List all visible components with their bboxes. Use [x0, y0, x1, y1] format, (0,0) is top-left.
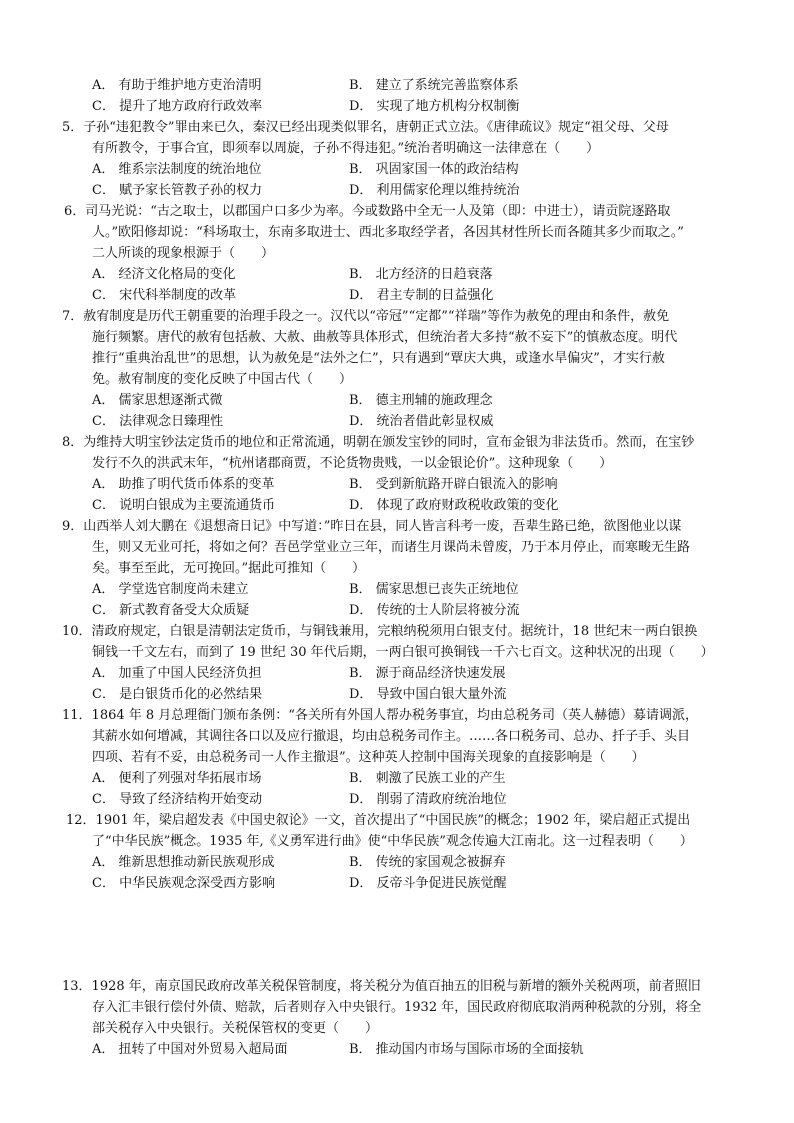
q8-option-b: B． 受到新航路开辟白银流入的影响 [349, 477, 558, 492]
q8-stem-line-1: 8．为维持大明宝钞法定货币的地位和正常流通，明朝在颁发宝钞的同时，宣布金银为非法货币。然而，在宝钞 [62, 435, 695, 450]
q11-option-d: D． 削弱了清政府统治地位 [349, 792, 507, 807]
q13-stem-line-3: 部关税存入中央银行。关税保管权的变更（ ） [92, 1021, 379, 1036]
q6-stem-line-3: 二人所谈的现象根源于（ ） [92, 246, 275, 261]
q8-stem-line-2: 发行不久的洪武末年，“杭州诸郡商贾，不论货物贵贱，一以金银论价”。这种现象（ ） [92, 456, 613, 471]
q11-stem-line-3: 四项、若有不妥，由总税务司一人作主撤退”。这种英人控制中国海关现象的直接影响是（ ） [92, 750, 645, 765]
q7-option-c: C． 法律观念日臻理性 [92, 414, 224, 429]
q13-stem-line-2: 存入汇丰银行偿付外债、赔款，后者则存入中央银行。1932 年，国民政府彻底取消两种税款的分别，将全 [92, 1000, 702, 1015]
q9-option-d: D． 传统的士人阶层将被分流 [349, 603, 520, 618]
q10-option-c: C． 是白银货币化的必然结果 [92, 687, 263, 702]
q4-option-c: C． 提升了地方政府行政效率 [92, 99, 263, 114]
q6-stem-line-1: 6．司马光说：“古之取士，以郡国户口多少为率。今或数路中全无一人及第（即：中进士），请贡院逐路取 [64, 204, 671, 219]
q5-option-d: D． 利用儒家伦理以维持统治 [349, 183, 520, 198]
q9-stem-line-3: 矣。事至至此，无可挽回。”据此可推知（ ） [92, 561, 366, 576]
q7-option-b: B． 德主刑辅的施政理念 [349, 393, 493, 408]
q5-option-a: A． 维系宗法制度的统治地位 [92, 162, 262, 177]
q10-option-d: D． 导致中国白银大量外流 [349, 687, 507, 702]
q6-option-b: B． 北方经济的日趋衰落 [349, 267, 493, 282]
q5-stem-line-2: 有所教令，于事合宜，即须奉以周旋，子孙不得违犯。”统治者明确这一法律意在（ ） [92, 141, 600, 156]
q4-option-b: B． 建立了系统完善监察体系 [349, 78, 519, 93]
q5-stem-line-1: 5．子孙“违犯教令”罪由来已久，秦汉已经出现类似罪名，唐朝正式立法。《唐律疏议》规定“祖父母、父母 [62, 120, 669, 135]
q4-option-d: D． 实现了地方机构分权制衡 [349, 99, 520, 114]
q6-option-d: D． 君主专制的日益强化 [349, 288, 494, 303]
q11-stem-line-2: 其薪水如何增减，其调往各口以及应行撤退，均由总税务司作主。……各口税务司、总办、扦子手、头目 [92, 729, 691, 744]
q9-option-a: A． 学堂选官制度尚未建立 [92, 582, 249, 597]
q6-option-c: C． 宋代科举制度的改革 [92, 288, 237, 303]
q12-stem-line-1: 12．1901 年，梁启超发表《中国史叙论》一文，首次提出了“中国民族”的概念；1902 年，梁启超正式提出 [66, 813, 691, 828]
q9-stem-line-2: 生，则又无业可托，将如之何？吾邑学堂业立三年，而诸生月课尚未曾废，乃于本月停止，而寒畯无生路 [92, 540, 691, 555]
q7-stem-line-4: 免。赦宥制度的变化反映了中国古代（ ） [92, 372, 353, 387]
q12-option-d: D． 反帝斗争促进民族觉醒 [349, 876, 507, 891]
q10-option-b: B． 源于商品经济快速发展 [349, 666, 506, 681]
q9-option-b: B． 儒家思想已丧失正统地位 [349, 582, 519, 597]
q12-stem-line-2: 了“中华民族”概念。1935 年,《义勇军进行曲》使“中华民族”观念传遍大江南北。这一过程表明（ ） [92, 834, 693, 849]
q7-option-a: A． 儒家思想逐渐式微 [92, 393, 223, 408]
q12-option-b: B． 传统的家国观念被摒弃 [349, 855, 506, 870]
q11-option-c: C． 导致了经济结构开始变动 [92, 792, 263, 807]
q10-option-a: A． 加重了中国人民经济负担 [92, 666, 262, 681]
q9-stem-line-1: 9．山西举人刘大鹏在《退想斋日记》中写道：”昨日在县，同人皆言科考一废，吾辈生路已绝，欲图他业以谋 [62, 519, 682, 534]
q10-stem-line-2: 铜钱一千文左右，而到了 19 世纪 30 年代后期，一两白银可换铜钱一千六七百文。这种状况的出现（ ） [92, 645, 714, 660]
q10-stem-line-1: 10．清政府规定，白银是清朝法定货币，与铜钱兼用，完粮纳税须用白银支付。据统计，18 世纪末一两白银换 [62, 624, 698, 639]
q7-option-d: D． 统治者借此彰显权威 [349, 414, 494, 429]
q11-option-b: B． 刺激了民族工业的产生 [349, 771, 506, 786]
q7-stem-line-2: 施行频繁。唐代的赦宥包括赦、大赦、曲赦等具体形式，但统治者大多持“赦不妄下”的慎赦态度。明代 [92, 330, 678, 345]
q12-option-a: A． 维新思想推动新民族观形成 [92, 855, 275, 870]
q9-option-c: C． 新式教育备受大众质疑 [92, 603, 250, 618]
q8-option-c: C． 说明白银成为主要流通货币 [92, 498, 276, 513]
q13-option-a: A． 扭转了中国对外贸易入超局面 [92, 1042, 288, 1057]
q11-option-a: A． 便利了列强对华拓展市场 [92, 771, 262, 786]
q4-option-a: A． 有助于维护地方吏治清明 [92, 78, 262, 93]
q13-option-b: B． 推动国内市场与国际市场的全面接轨 [349, 1042, 584, 1057]
q13-stem-line-1: 13．1928 年，南京国民政府改革关税保管制度，将关税分为值百抽五的旧税与新增的额外关税两项，前者照旧 [62, 979, 701, 994]
q8-option-d: D． 体现了政府财政税收政策的变化 [349, 498, 559, 513]
q5-option-c: C． 赋予家长管教子孙的权力 [92, 183, 263, 198]
q11-stem-line-1: 11．1864 年 8 月总理衙门颁布条例：“各关所有外国人帮办税务事宜，均由总税务司（英人赫德）募请调派， [62, 708, 698, 723]
q5-option-b: B． 巩固家国一体的政治结构 [349, 162, 519, 177]
q8-option-a: A． 助推了明代货币体系的变革 [92, 477, 275, 492]
q12-option-c: C． 中华民族观念深受西方影响 [92, 876, 276, 891]
q7-stem-line-1: 7．赦宥制度是历代王朝重要的治理手段之一。汉代以“帝冠”“定都”“祥瑞”等作为赦免的理由和条件，赦免 [62, 309, 670, 324]
q7-stem-line-3: 推行“重典治乱世”的思想，认为赦免是“法外之仁”，只有遇到“覃庆大典，或逢水旱偏灾”，才实行赦 [92, 351, 665, 366]
q6-stem-line-2: 人。”欧阳修却说：“科场取士，东南多取进士、西北多取经学者，各因其材性所长而各随其多少而取之。” [92, 225, 684, 240]
q6-option-a: A． 经济文化格局的变化 [92, 267, 236, 282]
